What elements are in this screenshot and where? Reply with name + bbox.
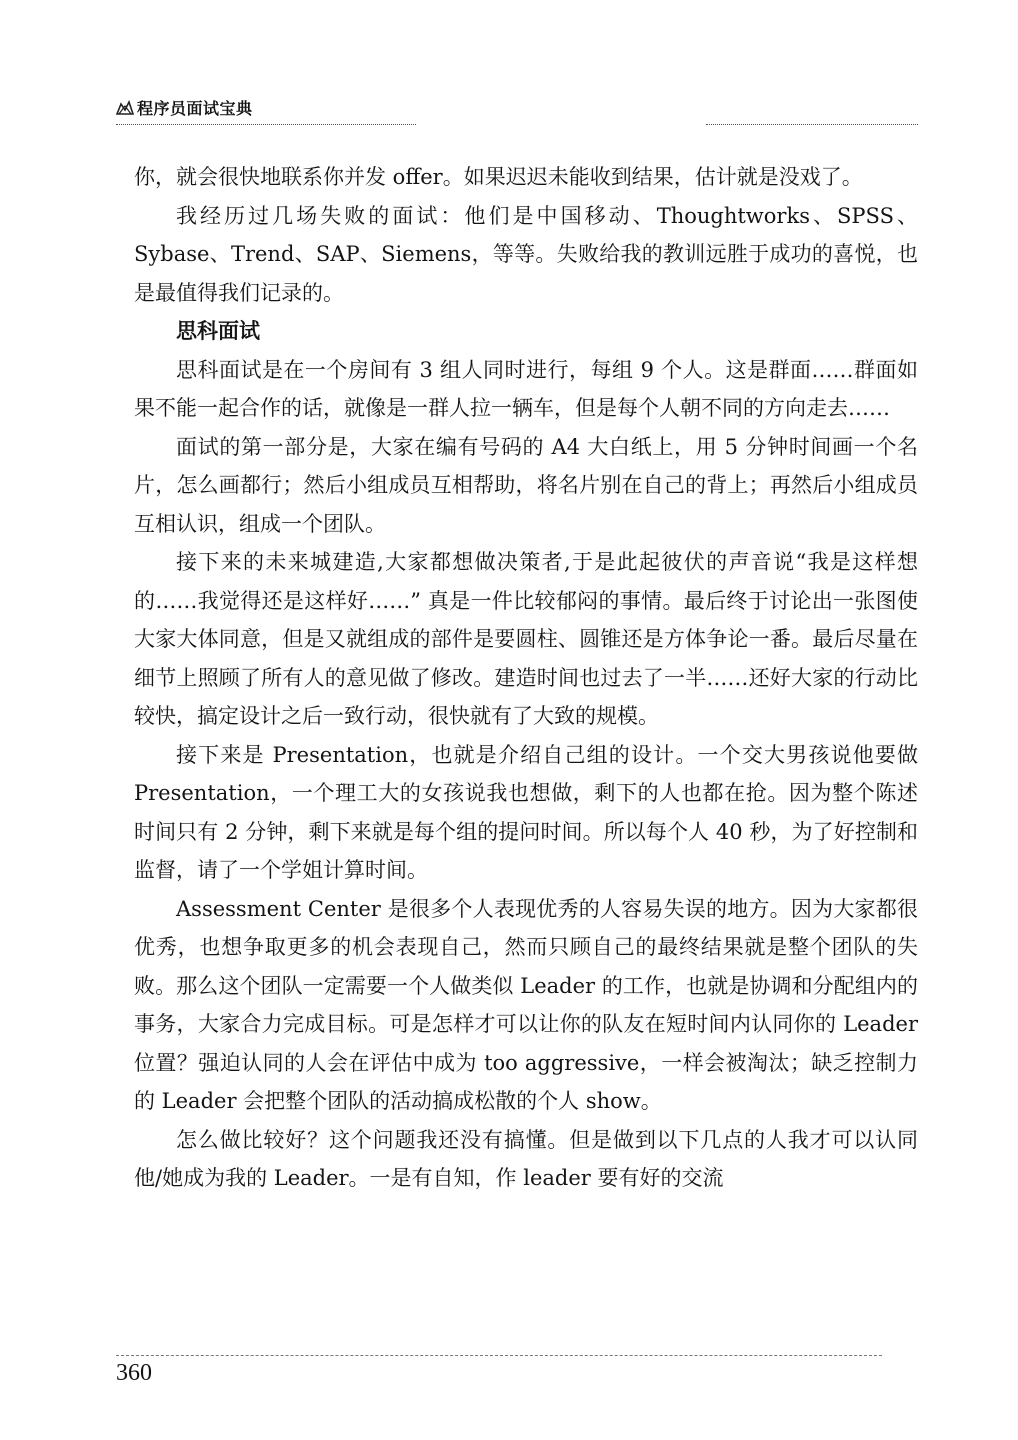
paragraph: 我经历过几场失败的面试：他们是中国移动、Thoughtworks、SPSS、Sybase、Trend、SAP、Siemens，等等。失败给我的教训远胜于成功的喜悦，也是最值得我们记录的。 <box>134 203 918 305</box>
paragraph: 面试的第一部分是，大家在编有号码的 A4 大白纸上，用 5 分钟时间画一个名片，怎么画都行；然后小组成员互相帮助，将名片别在自己的背上；再然后小组成员互相认识，组成一个团队。 <box>134 434 918 536</box>
running-header <box>116 96 253 119</box>
header-rule <box>706 124 918 125</box>
book-title: 程序员面试宝典 <box>137 99 253 118</box>
paragraph: 接下来是 Presentation，也就是介绍自己组的设计。一个交大男孩说他要做 Presentation，一个理工大的女孩说我也想做，剩下的人也都在抢。因为整个陈述时间只有 2 分钟，剩下来就是每个组的提问时间。所以每个人 40 秒，为了好控制和监督，请了一个学姐计算时间。 <box>134 742 918 882</box>
page-body <box>134 158 918 1198</box>
paragraph: 你，就会很快地联系你并发 offer。如果迟迟未能收到结果，估计就是没戏了。 <box>134 165 863 189</box>
paragraph: Assessment Center 是很多个人表现优秀的人容易失误的地方。因为大家都很优秀，也想争取更多的机会表现自己，然而只顾自己的最终结果就是整个团队的失败。那么这个团队一定需要一个人做类似 Leader 的工作，也就是协调和分配组内的事务，大家合力完成目标。可是怎样才可以让你的队友在短时间内认同你的 Leader 位置？强迫认同的人会在评估中成为 too aggressive，一样会被淘汰；缺乏控制力的 Leader 会把整个团队的活动搞成松散的个人 show。 <box>134 896 918 1113</box>
header-rule <box>116 124 416 125</box>
footer-rule <box>116 1355 882 1356</box>
page-number: 360 <box>116 1360 152 1386</box>
paragraph: 思科面试是在一个房间有 3 组人同时进行，每组 9 个人。这是群面……群面如果不能一起合作的话，就像是一群人拉一辆车，但是每个人朝不同的方向走去…… <box>134 357 918 420</box>
book-ornament-icon <box>116 100 134 116</box>
paragraph: 接下来的未来城建造,大家都想做决策者,于是此起彼伏的声音说“我是这样想的……我觉得还是这样好……” 真是一件比较郁闷的事情。最后终于讨论出一张图使大家大体同意，但是又就组成的部件是要圆柱、圆锥还是方体争论一番。最后尽量在细节上照顾了所有人的意见做了修改。建造时间也过去了一半……还好大家的行动比较快，搞定设计之后一致行动，很快就有了大致的规模。 <box>134 550 918 728</box>
paragraph: 怎么做比较好？这个问题我还没有搞懂。但是做到以下几点的人我才可以认同他/她成为我的 Leader。一是有自知，作 leader 要有好的交流 <box>134 1127 918 1190</box>
section-heading: 思科面试 <box>176 318 260 343</box>
